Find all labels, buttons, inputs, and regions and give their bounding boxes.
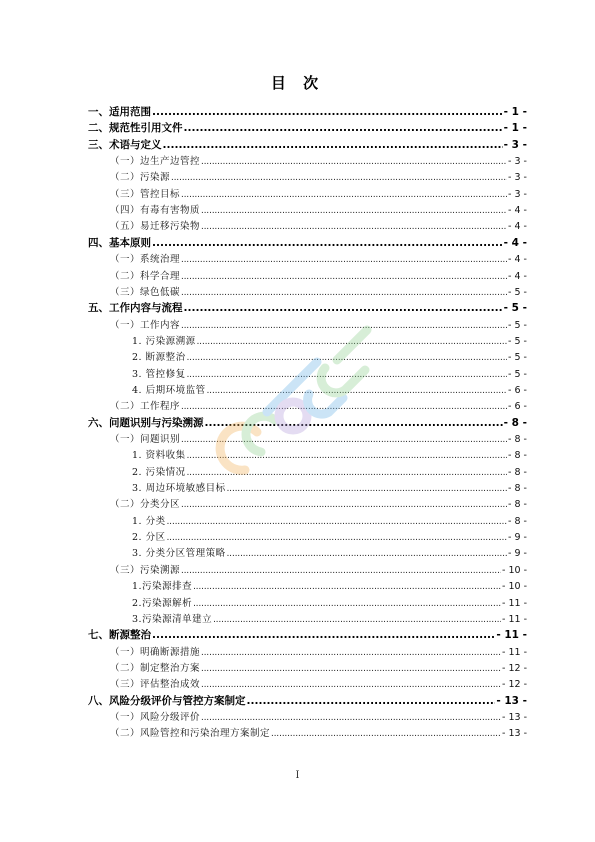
- toc-entry[interactable]: [132, 464, 527, 480]
- toc-entry[interactable]: [110, 676, 527, 692]
- toc-entry[interactable]: [132, 611, 527, 627]
- toc-dot-leader: [184, 302, 503, 314]
- toc-dot-leader: [187, 451, 507, 461]
- toc-entry[interactable]: [88, 693, 527, 709]
- toc-dot-leader: [163, 139, 503, 151]
- toc-dot-leader: [227, 549, 507, 559]
- toc-dot-leader: [247, 695, 496, 707]
- toc-dot-leader: [171, 173, 507, 183]
- toc-entry-page-number: - 8 -: [508, 434, 527, 445]
- toc-dot-leader: [197, 337, 507, 347]
- toc-entry-page-number: - 8 -: [508, 499, 527, 511]
- toc-entry-page-number: - 4 -: [508, 270, 527, 282]
- toc-entry[interactable]: [110, 284, 527, 300]
- toc-dot-leader: [181, 255, 507, 265]
- toc-entry-page-number: - 13 -: [502, 728, 527, 740]
- toc-entry-page-number: - 12 -: [502, 679, 527, 691]
- toc-entry[interactable]: [132, 529, 527, 545]
- toc-entry-page-number: - 8 -: [508, 466, 527, 478]
- toc-dot-leader: [213, 615, 501, 625]
- toc-entry[interactable]: [110, 660, 527, 676]
- toc-dot-leader: [187, 468, 507, 478]
- toc-dot-leader: [152, 237, 503, 249]
- toc-entry-page-number: - 5 -: [508, 319, 527, 331]
- toc-entry-page-number: - 4 -: [503, 236, 527, 249]
- toc-entry-page-number: - 5 -: [503, 302, 527, 315]
- toc-entry[interactable]: [132, 333, 527, 349]
- toc-dot-leader: [181, 190, 507, 200]
- toc-entry-label: 2. 污染情况: [132, 466, 186, 478]
- toc-entry-page-number: - 5 -: [508, 335, 527, 347]
- toc-entry[interactable]: [132, 480, 527, 496]
- toc-entry-label: 八、风险分级评价与管控方案制定: [88, 694, 246, 707]
- toc-dot-leader: [201, 648, 501, 658]
- toc-entry[interactable]: [110, 709, 527, 725]
- toc-entry-label: （三）评估整治成效: [110, 679, 201, 691]
- toc-entry[interactable]: [132, 349, 527, 365]
- toc-entry-label: （四）有毒有害物质: [110, 205, 201, 217]
- toc-entry-label: （一）明确断源措施: [110, 646, 201, 658]
- toc-entry-label: 二、规范性引用文件: [88, 122, 183, 135]
- toc-dot-leader: [227, 484, 507, 494]
- page-title: 目 次: [270, 74, 325, 92]
- toc-entry[interactable]: [132, 595, 527, 611]
- toc-dot-leader: [201, 713, 501, 723]
- toc-entry-page-number: - 6 -: [508, 401, 527, 413]
- toc-dot-leader: [181, 402, 507, 412]
- toc-entry-label: （二）分类分区: [110, 499, 181, 511]
- toc-entry-label: （二）工作程序: [110, 401, 181, 413]
- toc-entry-label: 一、适用范围: [88, 106, 151, 118]
- toc-entry-page-number: - 3 -: [508, 172, 527, 184]
- toc-entry[interactable]: [110, 251, 527, 267]
- toc-entry-page-number: - 5 -: [508, 286, 527, 298]
- toc-dot-leader: [193, 599, 501, 609]
- toc-entry-page-number: - 3 -: [503, 138, 527, 151]
- toc-dot-leader: [201, 664, 501, 674]
- toc-entry-label: （一）工作内容: [110, 319, 181, 331]
- toc-entry[interactable]: [88, 300, 527, 316]
- toc-entry-page-number: - 3 -: [508, 188, 527, 200]
- toc-entry-label: 1. 分类: [132, 515, 166, 527]
- toc-entry-label: （三）绿色低碳: [110, 286, 181, 298]
- toc-entry-page-number: - 8 -: [508, 515, 527, 527]
- toc-entry-label: 3.污染源清单建立: [132, 613, 213, 625]
- toc-entry-page-number: - 12 -: [502, 662, 527, 674]
- toc-entry-page-number: - 4 -: [508, 221, 527, 233]
- toc-entry[interactable]: [88, 627, 527, 643]
- toc-entry[interactable]: [132, 578, 527, 594]
- toc-entry-label: （二）科学合理: [110, 270, 181, 282]
- toc-entry-page-number: - 13 -: [496, 694, 527, 707]
- toc-dot-leader: [187, 353, 507, 363]
- toc-entry-page-number: - 5 -: [508, 368, 527, 380]
- toc-entry[interactable]: [110, 268, 527, 284]
- toc-entry[interactable]: [132, 513, 527, 529]
- toc-entry[interactable]: [88, 104, 527, 120]
- toc-dot-leader: [181, 500, 507, 510]
- toc-entry[interactable]: [110, 725, 527, 741]
- toc-entry[interactable]: [88, 120, 527, 136]
- toc-entry[interactable]: [110, 431, 527, 447]
- toc-entry-page-number: - 1 -: [503, 122, 527, 135]
- toc-entry-label: 3. 分类分区管理策略: [132, 548, 226, 560]
- toc-entry-label: 1. 污染源溯源: [132, 335, 196, 347]
- toc-entry[interactable]: [88, 235, 527, 251]
- toc-dot-leader: [271, 729, 501, 739]
- toc-dot-leader: [184, 122, 503, 134]
- toc-entry[interactable]: [110, 496, 527, 512]
- toc-entry-label: （五）易迁移污染物: [110, 221, 201, 233]
- page-number: I: [295, 770, 300, 781]
- toc-entry-label: 3. 周边环境敏感目标: [132, 483, 226, 495]
- toc-entry-label: （二）制定整治方案: [110, 662, 201, 674]
- toc-entry-page-number: - 13 -: [502, 711, 527, 723]
- toc-entry-label: （三）管控目标: [110, 188, 181, 200]
- toc-entry[interactable]: [110, 186, 527, 202]
- toc-dot-leader: [167, 517, 507, 527]
- toc-entry-page-number: - 9 -: [508, 532, 527, 544]
- toc-dot-leader: [181, 272, 507, 282]
- toc-entry-label: 2. 分区: [132, 532, 166, 544]
- toc-entry-label: 六、问题识别与污染溯源: [88, 416, 204, 429]
- toc-dot-leader: [193, 582, 501, 592]
- toc-entry[interactable]: [132, 382, 527, 398]
- toc-entry[interactable]: [110, 562, 527, 578]
- toc-entry[interactable]: [88, 137, 527, 153]
- toc-entry-label: 2.污染源解析: [132, 597, 193, 609]
- toc-dot-leader: [152, 629, 495, 641]
- toc-entry-page-number: - 5 -: [508, 352, 527, 364]
- toc-entry-label: 四、基本原则: [88, 236, 151, 249]
- toc-entry-page-number: - 9 -: [508, 548, 527, 560]
- toc-dot-leader: [181, 435, 507, 445]
- toc-entry-page-number: - 6 -: [508, 384, 527, 396]
- toc-entry-label: （一）系统治理: [110, 254, 181, 266]
- toc-dot-leader: [201, 680, 501, 690]
- toc-entry[interactable]: [88, 415, 527, 431]
- toc-entry[interactable]: [110, 398, 527, 414]
- toc-entry[interactable]: [132, 545, 527, 561]
- toc-entry[interactable]: [132, 366, 527, 382]
- toc-entry-label: 2. 断源整治: [132, 352, 186, 364]
- toc-entry-page-number: - 10 -: [502, 564, 527, 576]
- toc-entry[interactable]: [110, 202, 527, 218]
- toc-dot-leader: [201, 222, 507, 232]
- toc-entry-label: （二）风险管控和污染治理方案制定: [110, 728, 271, 740]
- toc-entry[interactable]: [110, 644, 527, 660]
- toc-entry[interactable]: [110, 153, 527, 169]
- toc-entry-page-number: - 11 -: [502, 597, 527, 609]
- toc-entry-label: （一）问题识别: [110, 434, 181, 445]
- toc-entry-label: 3. 管控修复: [132, 368, 186, 380]
- toc-dot-leader: [201, 206, 507, 216]
- toc-entry-page-number: - 8 -: [508, 483, 527, 495]
- toc-entry[interactable]: [110, 317, 527, 333]
- toc-entry[interactable]: [110, 218, 527, 234]
- toc-entry-label: 七、断源整治: [88, 629, 151, 642]
- toc-entry-label: （一）风险分级评价: [110, 711, 201, 723]
- toc-entry-label: 4. 后期环境监管: [132, 384, 206, 396]
- toc-dot-leader: [152, 106, 503, 118]
- toc-entry-label: （三）污染溯源: [110, 564, 181, 576]
- toc-entry-label: （一）边生产边管控: [110, 156, 201, 168]
- toc-entry[interactable]: [110, 169, 527, 185]
- toc-entry-page-number: - 11 -: [502, 646, 527, 658]
- toc-entry-page-number: - 8 -: [508, 450, 527, 462]
- toc-entry-label: 三、术语与定义: [88, 138, 162, 151]
- toc-entry-page-number: - 3 -: [508, 156, 527, 168]
- toc-dot-leader: [181, 288, 507, 298]
- toc-dot-leader: [187, 370, 507, 380]
- toc-entry-page-number: - 11 -: [502, 613, 527, 625]
- toc-entry-page-number: - 4 -: [508, 205, 527, 217]
- toc-dot-leader: [167, 533, 507, 543]
- toc-dot-leader: [181, 321, 507, 331]
- toc-dot-leader: [201, 157, 507, 167]
- toc-entry[interactable]: [132, 447, 527, 463]
- toc-entry-page-number: - 1 -: [503, 106, 527, 118]
- toc-dot-leader: [205, 417, 503, 429]
- toc-entry-label: 1. 资料收集: [132, 450, 186, 462]
- toc-entry-page-number: - 4 -: [508, 254, 527, 266]
- toc-dot-leader: [207, 386, 507, 396]
- toc-entry-label: 1.污染源排查: [132, 581, 193, 593]
- toc-entry-page-number: - 8 -: [503, 416, 527, 429]
- toc-entry-page-number: - 11 -: [496, 629, 527, 642]
- toc-dot-leader: [181, 566, 501, 576]
- toc-entry-page-number: - 10 -: [502, 581, 527, 593]
- toc-entry-label: 五、工作内容与流程: [88, 302, 183, 315]
- toc-entry-label: （二）污染源: [110, 172, 171, 184]
